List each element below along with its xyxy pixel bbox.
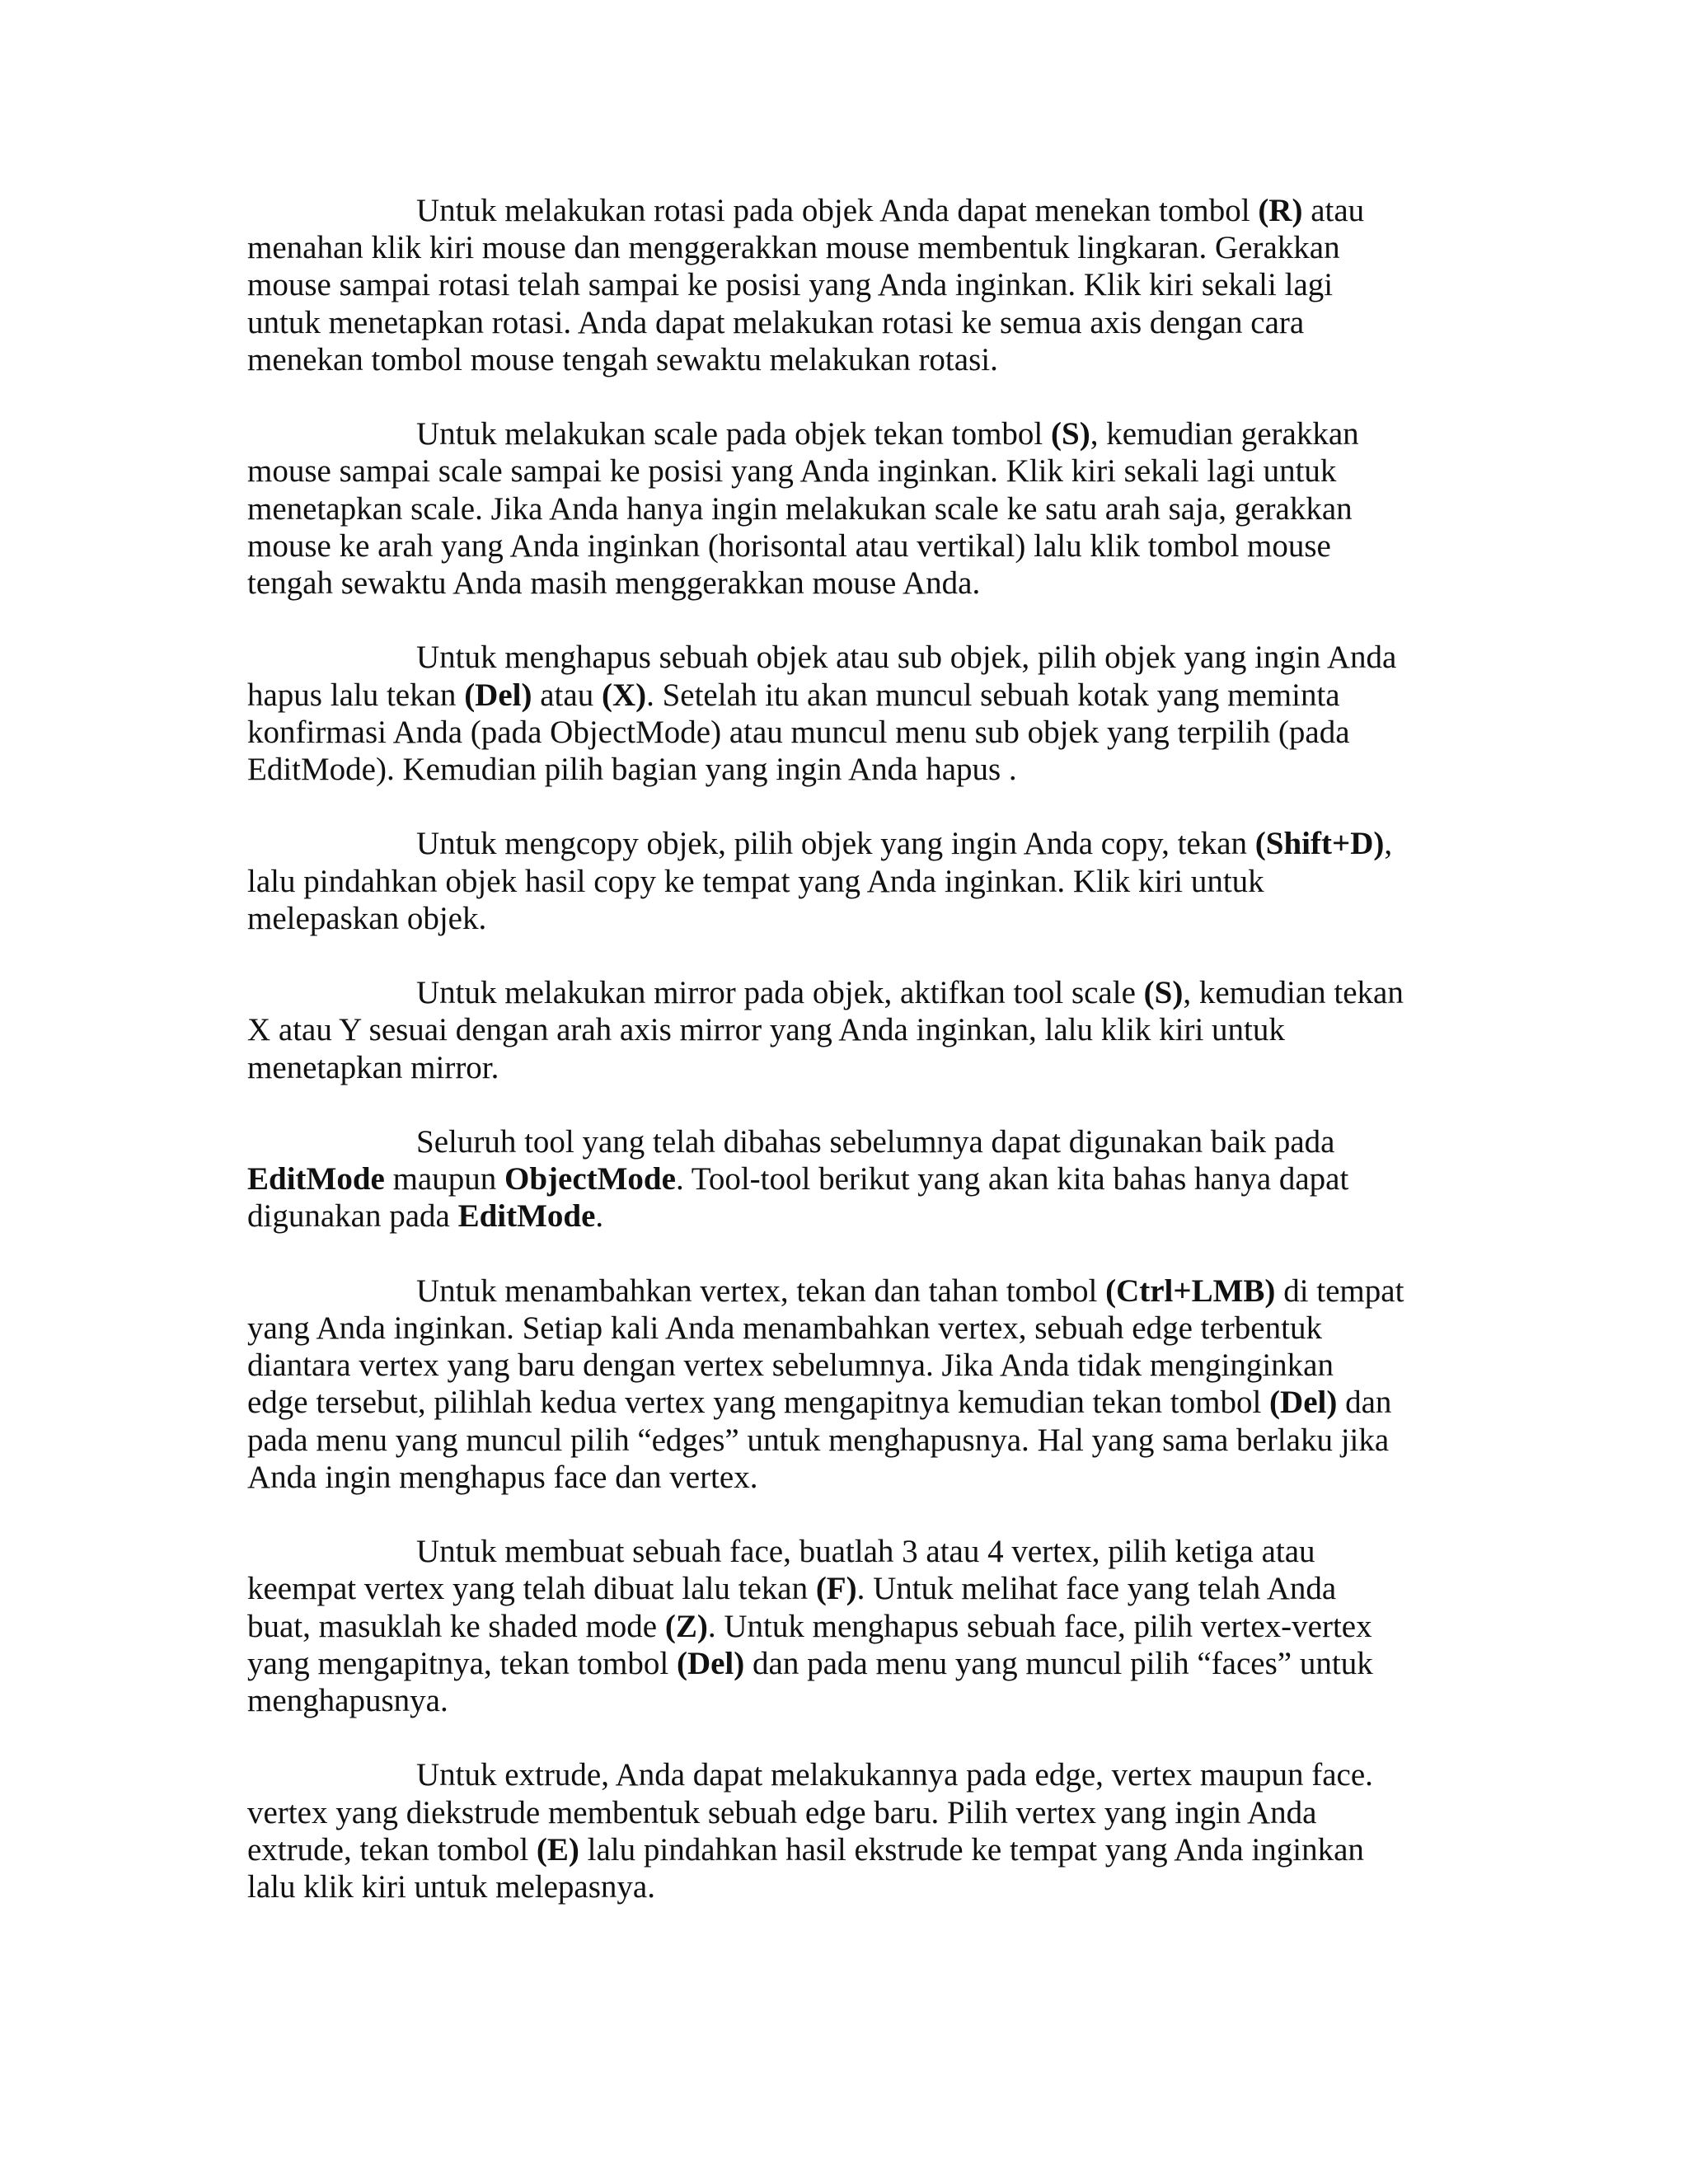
text-segment: . Untuk menghapus sebuah face, pilih vertex-vertex <box>707 1608 1372 1644</box>
document-body <box>247 192 1434 1943</box>
text-segment: buat, masuklah ke shaded mode <box>247 1608 665 1644</box>
bold-key-text: (Del) <box>676 1645 745 1681</box>
text-segment: tengah sewaktu Anda masih menggerakkan mouse Anda. <box>247 565 981 602</box>
text-segment: Untuk menghapus sebuah objek atau sub objek, pilih objek yang ingin Anda <box>416 640 1397 676</box>
text-segment: extrude, tekan tombol <box>247 1831 537 1868</box>
text-line <box>247 527 1434 565</box>
text-segment: atau <box>532 677 602 713</box>
text-line <box>247 1347 1434 1384</box>
text-segment: menahan klik kiri mouse dan menggerakkan mouse membentuk lingkaran. Gerakkan <box>247 230 1340 266</box>
text-segment: edge tersebut, pilihlah kedua vertex yang mengapitnya kemudian tekan tombol <box>247 1385 1270 1421</box>
text-line <box>247 900 1434 937</box>
text-line <box>247 341 1434 378</box>
text-segment: . Untuk melihat face yang telah Anda <box>856 1571 1337 1607</box>
text-segment: diantara vertex yang baru dengan vertex sebelumnya. Jika Anda tidak menginginkan <box>247 1347 1334 1384</box>
text-line <box>247 192 1434 229</box>
bold-key-text: (Del) <box>464 677 532 713</box>
text-segment: Untuk mengcopy objek, pilih objek yang ingin Anda copy, tekan <box>416 826 1255 862</box>
paragraph <box>247 1123 1434 1235</box>
text-line <box>247 1197 1434 1235</box>
text-line <box>247 1310 1434 1347</box>
text-segment: digunakan pada <box>247 1198 458 1235</box>
text-line <box>247 229 1434 266</box>
text-segment: mouse ke arah yang Anda inginkan (horisontal atau vertikal) lalu klik tombol mouse <box>247 527 1331 564</box>
bold-key-text: (S) <box>1051 416 1090 452</box>
paragraph <box>247 1533 1434 1719</box>
text-segment: maupun <box>384 1161 504 1197</box>
text-line <box>247 1272 1434 1310</box>
text-segment: menghapusnya. <box>247 1683 448 1719</box>
text-line <box>247 565 1434 602</box>
text-segment: yang Anda inginkan. Setiap kali Anda menambahkan vertex, sebuah edge terbentuk <box>247 1310 1322 1346</box>
text-segment: Untuk membuat sebuah face, buatlah 3 atau 4 vertex, pilih ketiga atau <box>416 1534 1315 1570</box>
text-segment: . Setelah itu akan muncul sebuah kotak yang meminta <box>646 677 1340 713</box>
paragraph <box>247 1756 1434 1905</box>
text-line <box>247 1459 1434 1496</box>
text-segment: lalu pindahkan hasil ekstrude ke tempat yang Anda inginkan <box>579 1831 1364 1868</box>
text-segment: dan <box>1337 1385 1392 1421</box>
text-line <box>247 1794 1434 1831</box>
text-line <box>247 452 1434 490</box>
bold-key-text: (Z) <box>664 1608 708 1644</box>
bold-key-text: (X) <box>601 677 647 713</box>
text-segment: , <box>1384 826 1393 862</box>
text-segment: atau <box>1302 193 1365 228</box>
text-line <box>247 1422 1434 1459</box>
text-line <box>247 863 1434 900</box>
text-segment: konfirmasi Anda (pada ObjectMode) atau muncul menu sub objek yang terpilih (pada <box>247 714 1350 750</box>
text-segment: yang mengapitnya, tekan tombol <box>247 1645 677 1681</box>
text-line <box>247 304 1434 341</box>
text-segment: lalu klik kiri untuk melepasnya. <box>247 1869 655 1905</box>
bold-key-text: (Shift+D) <box>1254 826 1385 862</box>
text-line <box>247 1123 1434 1160</box>
text-line <box>247 825 1434 862</box>
paragraph <box>247 974 1434 1086</box>
paragraph <box>247 192 1434 378</box>
text-segment: EditMode). Kemudian pilih bagian yang ingin Anda hapus . <box>247 752 1017 788</box>
text-segment: melepaskan objek. <box>247 900 487 936</box>
text-line <box>247 1570 1434 1607</box>
text-segment: vertex yang diekstrude membentuk sebuah edge baru. Pilih vertex yang ingin Anda <box>247 1794 1317 1830</box>
text-segment: Untuk melakukan scale pada objek tekan tombol <box>416 416 1052 452</box>
text-segment: menekan tombol mouse tengah sewaktu melakukan rotasi. <box>247 341 998 377</box>
text-segment: . Tool-tool berikut yang akan kita bahas hanya dapat <box>675 1161 1349 1197</box>
paragraph <box>247 1272 1434 1496</box>
bold-key-text: (R) <box>1258 193 1303 228</box>
text-line <box>247 1160 1434 1197</box>
bold-key-text: (E) <box>536 1831 579 1868</box>
text-line <box>247 751 1434 788</box>
text-line <box>247 415 1434 452</box>
text-segment: X atau Y sesuai dengan arah axis mirror yang Anda inginkan, lalu klik kiri untuk <box>247 1012 1285 1048</box>
bold-key-text: (Ctrl+LMB) <box>1105 1272 1276 1309</box>
text-line <box>247 639 1434 676</box>
text-segment: , kemudian gerakkan <box>1090 416 1359 452</box>
text-line <box>247 1533 1434 1570</box>
text-line <box>247 1831 1434 1868</box>
paragraph <box>247 825 1434 937</box>
text-segment: mouse sampai scale sampai ke posisi yang Anda inginkan. Klik kiri sekali lagi untuk <box>247 453 1337 490</box>
bold-key-text: EditMode <box>457 1198 596 1235</box>
text-line <box>247 490 1434 527</box>
text-line <box>247 1645 1434 1682</box>
text-segment: menetapkan scale. Jika Anda hanya ingin melakukan scale ke satu arah saja, gerakkan <box>247 490 1353 527</box>
text-segment: Untuk melakukan mirror pada objek, aktifkan tool scale <box>416 975 1144 1011</box>
paragraph <box>247 639 1434 788</box>
text-segment: menetapkan mirror. <box>247 1049 499 1085</box>
bold-key-text: (F) <box>815 1571 857 1607</box>
text-line <box>247 1049 1434 1086</box>
bold-key-text: EditMode <box>247 1161 385 1197</box>
bold-key-text: (Del) <box>1269 1385 1338 1421</box>
text-segment: , kemudian tekan <box>1183 975 1404 1011</box>
text-segment: mouse sampai rotasi telah sampai ke posisi yang Anda inginkan. Klik kiri sekali lagi <box>247 267 1334 303</box>
text-line <box>247 1011 1434 1048</box>
text-segment: dan pada menu yang muncul pilih “faces” untuk <box>744 1645 1373 1681</box>
bold-key-text: ObjectMode <box>504 1161 676 1197</box>
text-line <box>247 1608 1434 1645</box>
text-segment: . <box>595 1198 604 1235</box>
text-segment: untuk menetapkan rotasi. Anda dapat melakukan rotasi ke semua axis dengan cara <box>247 304 1305 340</box>
bold-key-text: (S) <box>1143 975 1184 1011</box>
text-segment: lalu pindahkan objek hasil copy ke tempat yang Anda inginkan. Klik kiri untuk <box>247 863 1264 899</box>
text-segment: Anda ingin menghapus face dan vertex. <box>247 1459 758 1495</box>
text-line <box>247 677 1434 714</box>
text-segment: Untuk melakukan rotasi pada objek Anda dapat menekan tombol <box>416 193 1259 228</box>
paragraph <box>247 415 1434 602</box>
text-line <box>247 266 1434 303</box>
text-line <box>247 974 1434 1011</box>
text-segment: Untuk extrude, Anda dapat melakukannya pada edge, vertex maupun face. <box>416 1757 1373 1793</box>
text-line <box>247 1756 1434 1793</box>
text-line <box>247 714 1434 751</box>
text-segment: pada menu yang muncul pilih “edges” untuk menghapusnya. Hal yang sama berlaku jika <box>247 1422 1390 1458</box>
text-line <box>247 1868 1434 1905</box>
text-line <box>247 1384 1434 1421</box>
text-segment: keempat vertex yang telah dibuat lalu tekan <box>247 1571 816 1607</box>
text-line <box>247 1682 1434 1719</box>
text-segment: Untuk menambahkan vertex, tekan dan tahan tombol <box>416 1272 1106 1309</box>
text-segment: di tempat <box>1275 1272 1404 1309</box>
text-segment: Seluruh tool yang telah dibahas sebelumnya dapat digunakan baik pada <box>416 1124 1335 1160</box>
text-segment: hapus lalu tekan <box>247 677 465 713</box>
